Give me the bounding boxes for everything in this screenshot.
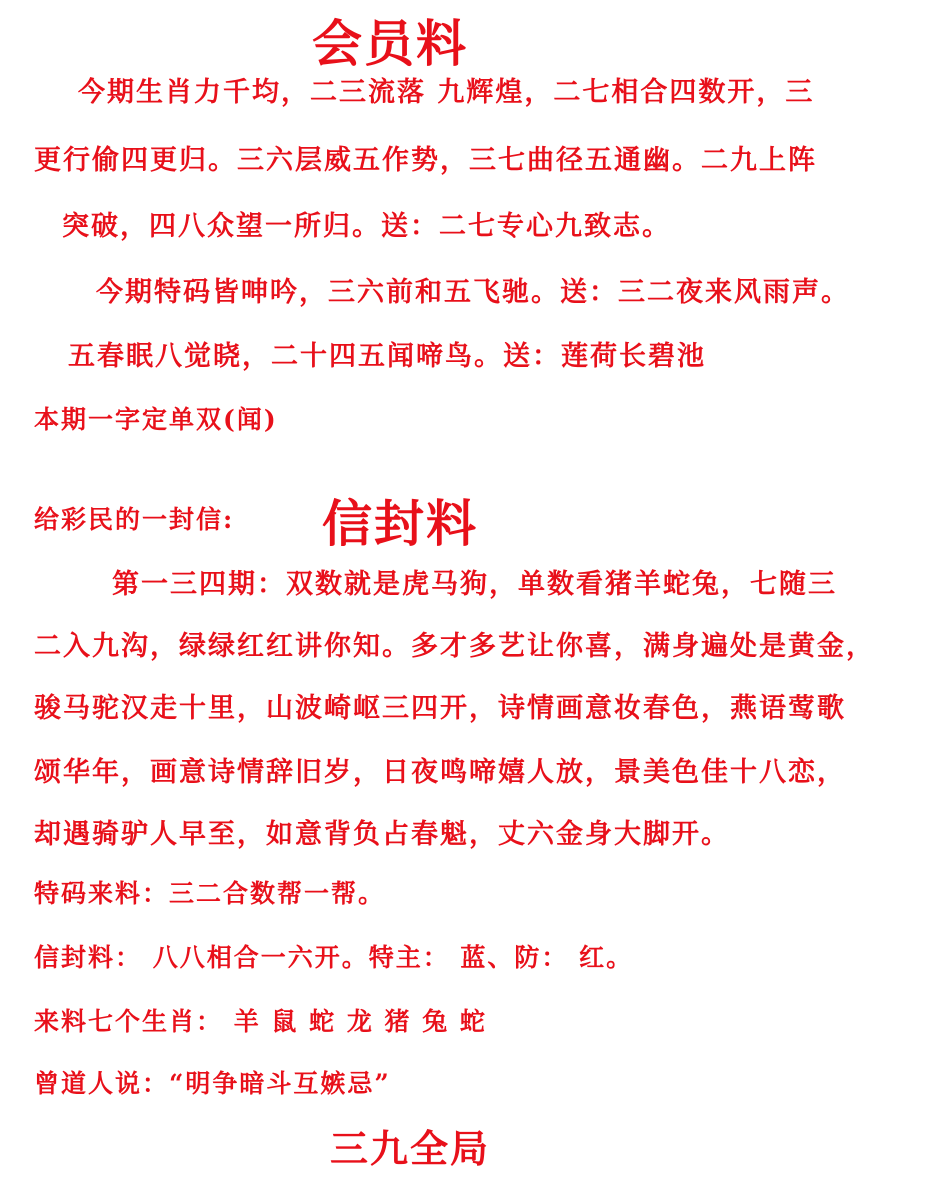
letter-line-1: 第一三四期：双数就是虎马狗，单数看猪羊蛇兔，七随三 [112, 569, 837, 600]
letter-intro: 给彩民的一封信: [34, 505, 235, 534]
letter-line-3: 骏马驼汉走十里，山波崎岖三四开，诗情画意妆春色，燕语莺歌 [34, 693, 846, 724]
member-line-4: 今期特码皆呻吟，三六前和五飞驰。送：三二夜来风雨声。 [96, 277, 850, 308]
member-line-2: 更行偷四更归。三六层威五作势，三七曲径五通幽。二九上阵 [34, 145, 817, 176]
special-code-line: 特码来料：三二合数帮一帮。 [34, 879, 386, 908]
letter-line-4: 颂华年，画意诗情辞旧岁，日夜鸣啼嬉人放，景美色佳十八恋， [34, 757, 846, 788]
footer-title: 三九全局 [330, 1126, 491, 1171]
letter-section-title: 信封料 [322, 494, 478, 553]
envelope-line: 信封料： 八八相合一六开。特主： 蓝、防： 红。 [34, 943, 634, 972]
member-section-title: 会员料 [312, 14, 468, 73]
member-line-5: 五春眠八觉晓，二十四五闻啼鸟。送：莲荷长碧池 [68, 341, 706, 372]
seven-zodiacs-line: 来料七个生肖： 羊 鼠 蛇 龙 猪 兔 蛇 [34, 1007, 487, 1036]
letter-line-2: 二入九沟，绿绿红红讲你知。多才多艺让你喜，满身遍处是黄金， [34, 631, 875, 662]
taoist-says-line: 曾道人说：“明争暗斗互嫉忌” [34, 1069, 391, 1098]
member-line-1: 今期生肖力千均，二三流落 九辉煌，二七相合四数开，三 [78, 77, 815, 108]
member-line-6: 本期一字定单双(闻) [34, 405, 278, 434]
letter-line-5: 却遇骑驴人早至，如意背负占春魁，丈六金身大脚开。 [34, 819, 730, 850]
member-line-3: 突破，四八众望一所归。送：二七专心九致志。 [62, 211, 671, 242]
